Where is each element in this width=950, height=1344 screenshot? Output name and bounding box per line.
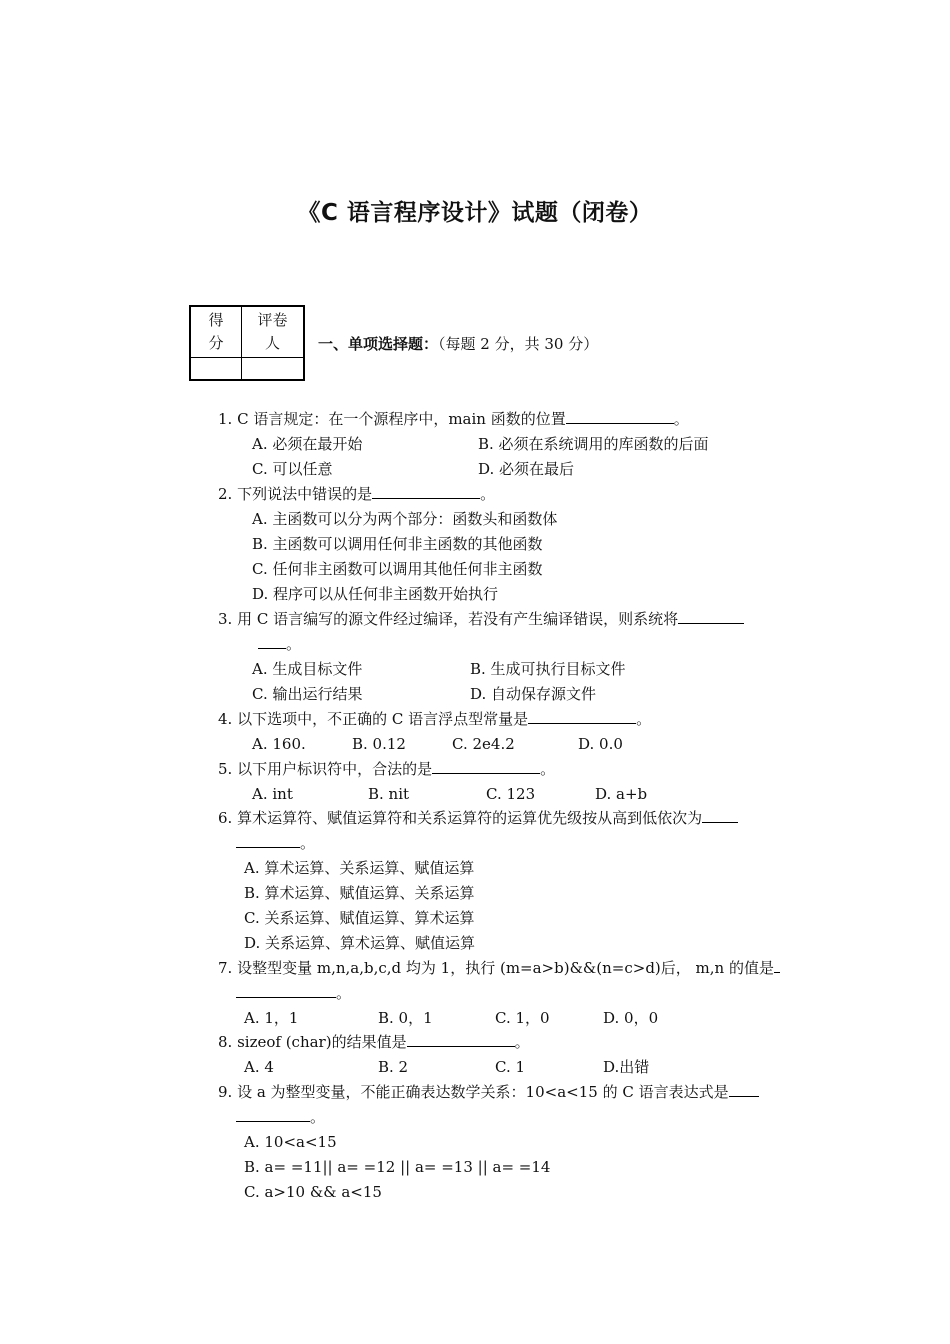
question-1-option-a: A. 必须在最开始 — [252, 435, 363, 453]
question-2-option-d: D. 程序可以从任何非主函数开始执行 — [252, 585, 499, 603]
question-5-stem: 5. 以下用户标识符中，合法的是 。 — [218, 760, 556, 778]
section-note: （每题 2 分，共 30 分） — [438, 335, 599, 353]
question-9-stem: 9. 设 a 为整型变量，不能正确表达数学关系：10<a<15 的 C 语言表达式是 — [218, 1082, 759, 1102]
question-6-option-b: B. 算术运算、赋值运算、关系运算 — [244, 884, 475, 902]
answer-blank — [372, 484, 480, 499]
question-6-stem: 6. 算术运算符、赋值运算符和关系运算符的运算优先级按从高到低依次为 — [218, 808, 738, 828]
score-cell — [190, 358, 242, 381]
exam-title: 《C 语言程序设计》试题（闭卷） — [297, 200, 653, 226]
question-7-option-c: C. 1，0 — [495, 1009, 550, 1027]
score-header: 得分 — [190, 306, 242, 358]
answer-blank-cont — [236, 1107, 310, 1122]
question-4-option-a: A. 160. — [252, 735, 306, 753]
question-9-option-c: C. a>10 && a<15 — [244, 1183, 382, 1201]
answer-blank-cont — [236, 983, 336, 998]
answer-blank — [566, 409, 674, 424]
question-7-stem-cont: 。 — [236, 983, 351, 1003]
question-5-option-b: B. nit — [368, 785, 410, 803]
question-8-option-a: A. 4 — [244, 1058, 274, 1076]
question-3-option-d: D. 自动保存源文件 — [470, 685, 597, 703]
grader-header: 评卷人 — [242, 306, 305, 358]
question-1-option-d: D. 必须在最后 — [478, 460, 575, 478]
question-7-option-b: B. 0，1 — [378, 1009, 433, 1027]
question-1-stem: 1. C 语言规定：在一个源程序中，main 函数的位置 。 — [218, 410, 689, 428]
question-6-option-a: A. 算术运算、关系运算、赋值运算 — [244, 859, 475, 877]
question-5-option-a: A. int — [252, 785, 293, 803]
question-4-option-c: C. 2e4.2 — [452, 735, 515, 753]
question-3-stem-cont: 。 — [258, 634, 301, 654]
question-8-option-d: D.出错 — [603, 1058, 650, 1076]
question-6-stem-cont: 。 — [236, 833, 315, 853]
question-9-option-b: B. a= =11|| a= =12 || a= =13 || a= =14 — [244, 1158, 551, 1176]
question-1-option-b: B. 必须在系统调用的库函数的后面 — [478, 435, 709, 453]
question-1-option-c: C. 可以任意 — [252, 460, 333, 478]
question-3-option-a: A. 生成目标文件 — [252, 660, 363, 678]
question-9-stem-cont: 。 — [236, 1107, 325, 1127]
section-heading — [318, 333, 598, 354]
answer-blank — [702, 808, 738, 823]
question-7-option-d: D. 0，0 — [603, 1009, 659, 1027]
question-7-option-a: A. 1，1 — [244, 1009, 299, 1027]
answer-blank — [407, 1032, 515, 1047]
answer-blank — [528, 709, 636, 724]
answer-blank — [729, 1082, 759, 1097]
answer-blank-cont — [258, 634, 286, 649]
grader-cell — [242, 358, 305, 381]
question-2-stem: 2. 下列说法中错误的是 。 — [218, 485, 496, 503]
question-6-option-d: D. 关系运算、算术运算、赋值运算 — [244, 934, 476, 952]
question-2-option-a: A. 主函数可以分为两个部分：函数头和函数体 — [252, 510, 558, 528]
question-8-option-b: B. 2 — [378, 1058, 409, 1076]
question-4-option-b: B. 0.12 — [352, 735, 406, 753]
question-4-option-d: D. 0.0 — [578, 735, 623, 753]
section-title: 一、单项选择题： — [318, 335, 439, 353]
question-9-option-a: A. 10<a<15 — [244, 1133, 337, 1151]
answer-blank — [774, 958, 780, 973]
question-2-option-b: B. 主函数可以调用任何非主函数的其他函数 — [252, 535, 543, 553]
answer-blank-cont — [236, 833, 300, 848]
question-6-option-c: C. 关系运算、赋值运算、算术运算 — [244, 909, 475, 927]
question-3-option-c: C. 输出运行结果 — [252, 685, 363, 703]
question-5-option-d: D. a+b — [595, 785, 648, 803]
question-3-stem: 3. 用 C 语言编写的源文件经过编译，若没有产生编译错误，则系统将 — [218, 609, 744, 629]
question-4-stem: 4. 以下选项中，不正确的 C 语言浮点型常量是 。 — [218, 710, 652, 728]
answer-blank — [432, 759, 540, 774]
question-3-option-b: B. 生成可执行目标文件 — [470, 660, 626, 678]
question-8-option-c: C. 1 — [495, 1058, 526, 1076]
score-table — [189, 305, 305, 381]
answer-blank — [678, 609, 744, 624]
question-7-stem: 7. 设整型变量 m,n,a,b,c,d 均为 1，执行 (m=a>b)&&(n=c>d)后， m,n 的值是 — [218, 958, 780, 978]
question-8-stem: 8. sizeof (char)的结果值是 。 — [218, 1033, 530, 1051]
question-5-option-c: C. 123 — [486, 785, 536, 803]
question-2-option-c: C. 任何非主函数可以调用其他任何非主函数 — [252, 560, 543, 578]
